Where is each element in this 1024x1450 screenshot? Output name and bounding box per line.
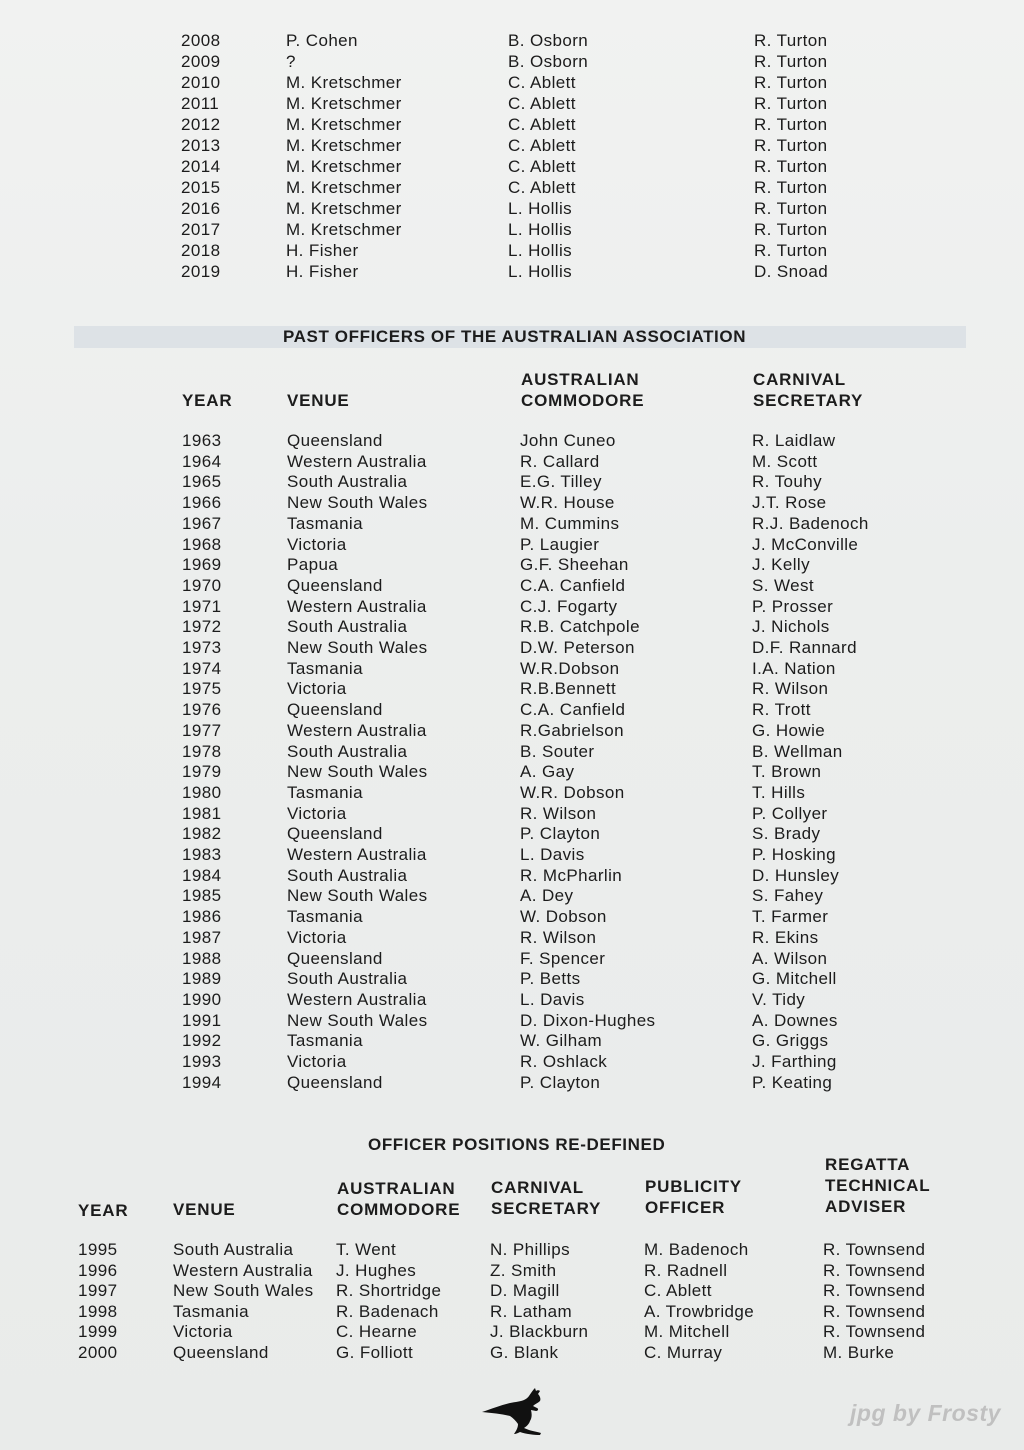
table-cell: L. Hollis [508, 262, 573, 281]
table-cell: 1978 [182, 741, 222, 761]
table-cell: J. Kelly [752, 555, 810, 575]
table-cell: Queensland [173, 1343, 269, 1362]
table-cell: P. Laugier [520, 534, 600, 554]
table-cell: Victoria [287, 803, 347, 823]
table-cell: Z. Smith [490, 1260, 557, 1280]
table-cell: Victoria [287, 927, 347, 947]
table-cell: Queensland [287, 948, 383, 968]
table-cell: South Australia [287, 617, 408, 637]
table-row [0, 493, 1024, 513]
table-row [0, 990, 1024, 1010]
table-row [0, 762, 1024, 782]
table-cell: R. Turton [754, 178, 828, 197]
table-cell: Tasmania [287, 658, 363, 678]
table-cell: L. Hollis [508, 220, 573, 239]
table-cell: P. Collyer [752, 803, 828, 823]
table-row [0, 845, 1024, 865]
table-row [0, 886, 1024, 906]
table-cell: 2010 [181, 73, 221, 92]
table-cell: R. Townsend [823, 1281, 926, 1301]
table-cell: H. Fisher [286, 262, 359, 281]
table-cell: R. Latham [490, 1301, 573, 1321]
table-cell: Western Australia [287, 720, 427, 740]
table-cell: 1997 [78, 1281, 118, 1301]
table-cell: R.B. Catchpole [520, 617, 640, 637]
table-cell: 1995 [78, 1240, 118, 1259]
table-cell: 1973 [182, 638, 222, 657]
table-cell: R. Callard [520, 451, 600, 471]
table-cell: B. Osborn [508, 52, 589, 71]
table-cell: D. Hunsley [752, 865, 840, 885]
table-cell: Queensland [287, 1072, 383, 1092]
table-cell: 2018 [181, 241, 221, 260]
table-cell: 2011 [181, 94, 220, 113]
watermark: jpg by Frosty [850, 1400, 1001, 1426]
table-cell: C. Ablett [508, 115, 576, 134]
table-cell: R. Turton [754, 115, 828, 134]
table-cell: R. McPharlin [520, 865, 623, 885]
table-row [0, 1261, 1024, 1281]
table-row [0, 241, 1024, 261]
table-cell: R.B.Bennett [520, 679, 617, 699]
table-row [0, 638, 1024, 658]
table-row [0, 514, 1024, 534]
table-cell: John Cuneo [520, 431, 616, 450]
table-row [0, 94, 1024, 114]
table-cell: A. Trowbridge [644, 1301, 755, 1321]
table-cell: V. Tidy [752, 989, 806, 1009]
table-cell: W. Dobson [520, 907, 607, 927]
table-row [0, 1281, 1024, 1301]
table-cell: 2008 [181, 31, 221, 50]
table-row [0, 866, 1024, 886]
header-adviser: REGATTA TECHNICAL ADVISER [825, 1155, 931, 1216]
table-cell: A. Gay [520, 762, 575, 782]
table-row [0, 969, 1024, 989]
header-venue: VENUE [287, 391, 350, 410]
header-commodore: AUSTRALIAN COMMODORE [521, 370, 645, 410]
table-cell: 1984 [182, 865, 222, 885]
table-cell: G. Mitchell [752, 969, 837, 989]
table-cell: 2009 [181, 52, 221, 71]
table-cell: Tasmania [287, 907, 363, 927]
table-cell: South Australia [287, 472, 408, 492]
table-cell: Queensland [287, 824, 383, 844]
table-cell: 1972 [182, 617, 222, 637]
table-cell: P. Keating [752, 1072, 833, 1092]
table-cell: G. Folliott [336, 1343, 414, 1362]
table-cell: J. Hughes [336, 1260, 417, 1280]
table-cell: C. Ablett [508, 73, 576, 92]
table-row [0, 115, 1024, 135]
table-cell: J. McConville [752, 534, 859, 554]
table-cell: 2016 [181, 199, 221, 218]
table-cell: New South Wales [287, 762, 428, 782]
table-cell: C. Ablett [508, 94, 576, 113]
table-cell: W.R.Dobson [520, 658, 620, 678]
table-cell: R. Wilson [752, 679, 829, 699]
table-row [0, 52, 1024, 72]
table-cell: C.A. Canfield [520, 700, 626, 720]
table-row [0, 1322, 1024, 1342]
table-cell: 1967 [182, 513, 222, 533]
table-cell: R. Townsend [823, 1260, 926, 1280]
table-row [0, 659, 1024, 679]
table-cell: 1971 [182, 596, 222, 616]
table-cell: M. Burke [823, 1343, 895, 1362]
table-cell: R. Turton [754, 136, 828, 155]
table-cell: 1982 [182, 824, 222, 844]
table-cell: 1994 [182, 1072, 222, 1092]
table-cell: Victoria [287, 679, 347, 699]
table-cell: 2012 [181, 115, 221, 134]
table-cell: P. Clayton [520, 1072, 601, 1092]
table-cell: D. Dixon-Hughes [520, 1010, 656, 1030]
table-cell: F. Spencer [520, 948, 606, 968]
table-cell: P. Clayton [520, 824, 601, 844]
table-cell: 1980 [182, 782, 222, 802]
table-cell: C. Murray [644, 1343, 723, 1362]
kangaroo-icon [480, 1386, 560, 1438]
table-cell: Western Australia [287, 596, 427, 616]
table-cell: S. Brady [752, 824, 821, 844]
table-cell: R. Turton [754, 73, 828, 92]
table-cell: R. Oshlack [520, 1052, 608, 1071]
table-row [0, 31, 1024, 51]
table-cell: M. Kretschmer [286, 73, 402, 92]
table-cell: C. Hearne [336, 1322, 418, 1342]
past-officers-title: PAST OFFICERS OF THE AUSTRALIAN ASSOCIATION [283, 327, 747, 346]
table-cell: T. Hills [752, 782, 806, 802]
table-cell: G. Griggs [752, 1031, 829, 1051]
table-row [0, 452, 1024, 472]
table-cell: 1991 [182, 1010, 222, 1030]
table-row [0, 907, 1024, 927]
table-cell: D.F. Rannard [752, 638, 857, 657]
table-row [0, 535, 1024, 555]
table-cell: M. Mitchell [644, 1322, 730, 1342]
table-cell: Queensland [287, 431, 383, 450]
table-cell: South Australia [287, 969, 408, 989]
table-cell: Victoria [173, 1322, 233, 1342]
table-cell: T. Brown [752, 762, 822, 782]
table-cell: Victoria [287, 534, 347, 554]
table-cell: Victoria [287, 1052, 347, 1071]
table-cell: 2013 [181, 136, 221, 155]
table-cell: G. Howie [752, 720, 826, 740]
table-row [0, 178, 1024, 198]
table-cell: 1989 [182, 969, 222, 989]
table-cell: New South Wales [287, 638, 428, 657]
redefined-title: OFFICER POSITIONS RE-DEFINED [368, 1135, 666, 1154]
table-cell: P. Hosking [752, 845, 837, 864]
table-cell: 1990 [182, 989, 222, 1009]
table-cell: B. Souter [520, 741, 595, 761]
table-cell: W.R. Dobson [520, 782, 625, 802]
table-cell: T. Farmer [752, 907, 829, 927]
table-cell: 1998 [78, 1301, 118, 1321]
table-cell: Western Australia [173, 1260, 313, 1280]
table-cell: R. Turton [754, 31, 828, 50]
table-cell: Western Australia [287, 845, 427, 864]
table-cell: 2014 [181, 157, 221, 176]
table-row [0, 1240, 1024, 1260]
table-row [0, 783, 1024, 803]
table-cell: 1974 [182, 658, 222, 678]
table-cell: 2015 [181, 178, 221, 197]
table-cell: R. Townsend [823, 1301, 926, 1321]
table-cell: New South Wales [287, 886, 428, 906]
table-row [0, 199, 1024, 219]
table-cell: R. Townsend [823, 1322, 926, 1342]
table-cell: W.R. House [520, 493, 615, 513]
table-cell: J. Farthing [752, 1052, 837, 1071]
table-cell: R. Trott [752, 700, 811, 720]
table-cell: G.F. Sheehan [520, 555, 629, 575]
table-cell: M. Kretschmer [286, 94, 402, 113]
table-cell: 1976 [182, 700, 222, 720]
table-cell: 1965 [182, 472, 222, 492]
table-cell: 1993 [182, 1052, 222, 1071]
table-cell: C. Ablett [508, 136, 576, 155]
table-cell: H. Fisher [286, 241, 359, 260]
table-cell: Tasmania [287, 513, 363, 533]
table-cell: 1986 [182, 907, 222, 927]
table-cell: New South Wales [287, 1010, 428, 1030]
table-row [0, 804, 1024, 824]
table-cell: D. Snoad [754, 262, 829, 281]
table-cell: Tasmania [173, 1301, 249, 1321]
table-cell: 1966 [182, 493, 222, 513]
table-cell: R. Turton [754, 52, 828, 71]
table-row [0, 928, 1024, 948]
table-cell: M. Kretschmer [286, 178, 402, 197]
table-cell: ? [286, 52, 296, 71]
table-cell: P. Prosser [752, 596, 834, 616]
table-cell: C. Ablett [644, 1281, 712, 1301]
header-year: YEAR [78, 1201, 129, 1220]
table-cell: R. Turton [754, 157, 828, 176]
table-cell: R.Gabrielson [520, 720, 625, 740]
table-cell: R. Turton [754, 241, 828, 260]
table-row [0, 742, 1024, 762]
table-cell: Tasmania [287, 1031, 363, 1051]
table-cell: E.G. Tilley [520, 472, 602, 492]
table-cell: 1981 [182, 803, 222, 823]
table-cell: L. Davis [520, 845, 585, 864]
table-cell: R. Radnell [644, 1260, 728, 1280]
table-row [0, 1011, 1024, 1031]
table-cell: D.W. Peterson [520, 638, 635, 657]
table-cell: Papua [287, 555, 339, 575]
table-cell: 1975 [182, 679, 222, 699]
table-cell: R. Shortridge [336, 1281, 442, 1301]
table-cell: A. Wilson [752, 948, 828, 968]
table-cell: 2000 [78, 1343, 118, 1362]
table-cell: M. Badenoch [644, 1240, 749, 1259]
table-cell: 1996 [78, 1260, 118, 1280]
table-cell: M. Kretschmer [286, 136, 402, 155]
table-cell: M. Kretschmer [286, 199, 402, 218]
table-cell: 1988 [182, 948, 222, 968]
table-cell: C. Ablett [508, 157, 576, 176]
table-cell: R. Wilson [520, 803, 597, 823]
header-secretary: CARNIVAL SECRETARY [491, 1178, 602, 1218]
table-row [0, 617, 1024, 637]
table-cell: L. Hollis [508, 199, 573, 218]
header-year: YEAR [182, 391, 233, 410]
table-cell: L. Hollis [508, 241, 573, 260]
table-cell: 1968 [182, 534, 222, 554]
table-row [0, 700, 1024, 720]
table-cell: 1985 [182, 886, 222, 906]
table-cell: L. Davis [520, 989, 585, 1009]
table-cell: P. Betts [520, 969, 581, 989]
table-cell: Tasmania [287, 782, 363, 802]
table-cell: R. Townsend [823, 1240, 926, 1259]
table-cell: A. Dey [520, 886, 574, 906]
table-cell: 1983 [182, 845, 222, 864]
table-cell: J. Blackburn [490, 1322, 589, 1342]
table-cell: P. Cohen [286, 31, 358, 50]
table-cell: Western Australia [287, 451, 427, 471]
table-row [0, 1052, 1024, 1072]
table-cell: 1987 [182, 927, 222, 947]
table-cell: R. Badenach [336, 1301, 439, 1321]
table-cell: South Australia [287, 741, 408, 761]
table-row [0, 220, 1024, 240]
header-publicity: PUBLICITY OFFICER [645, 1177, 742, 1217]
table-cell: R.J. Badenoch [752, 513, 869, 533]
table-cell: New South Wales [173, 1281, 314, 1301]
table-row [0, 721, 1024, 741]
table-row [0, 679, 1024, 699]
table-cell: 2019 [181, 262, 221, 281]
table-cell: New South Wales [287, 493, 428, 513]
table-cell: R. Turton [754, 94, 828, 113]
table-cell: 1977 [182, 720, 222, 740]
table-cell: G. Blank [490, 1343, 559, 1362]
header-commodore: AUSTRALIAN COMMODORE [337, 1179, 461, 1219]
table-row [0, 824, 1024, 844]
table-row [0, 1073, 1024, 1093]
table-cell: R. Laidlaw [752, 431, 836, 450]
table-cell: R. Touhy [752, 472, 822, 492]
table-cell: South Australia [173, 1240, 294, 1259]
table-cell: A. Downes [752, 1010, 838, 1030]
table-cell: C. Ablett [508, 178, 576, 197]
table-cell: B. Wellman [752, 741, 843, 761]
table-row [0, 157, 1024, 177]
table-cell: South Australia [287, 865, 408, 885]
table-cell: C.A. Canfield [520, 575, 626, 595]
table-cell: M. Cummins [520, 513, 620, 533]
table-cell: 1992 [182, 1031, 222, 1051]
table-cell: C.J. Fogarty [520, 596, 618, 616]
table-cell: R. Ekins [752, 927, 819, 947]
table-cell: 1979 [182, 762, 222, 782]
table-row [0, 555, 1024, 575]
table-row [0, 262, 1024, 282]
header-secretary: CARNIVAL SECRETARY [753, 370, 864, 410]
table-cell: N. Phillips [490, 1240, 570, 1259]
table-cell: Queensland [287, 700, 383, 720]
table-row [0, 576, 1024, 596]
table-cell: Queensland [287, 575, 383, 595]
table-cell: M. Kretschmer [286, 115, 402, 134]
table-cell: 1970 [182, 575, 222, 595]
table-cell: D. Magill [490, 1281, 560, 1301]
table-row [0, 597, 1024, 617]
table-cell: T. Went [336, 1240, 397, 1259]
table-cell: 2017 [181, 220, 221, 239]
table-cell: W. Gilham [520, 1031, 603, 1051]
table-cell: B. Osborn [508, 31, 589, 50]
table-cell: M. Scott [752, 451, 818, 471]
table-cell: 1969 [182, 555, 222, 575]
table-cell: J. Nichols [752, 617, 830, 637]
table-cell: M. Kretschmer [286, 157, 402, 176]
table-cell: J.T. Rose [752, 493, 827, 513]
table-cell: R. Wilson [520, 927, 597, 947]
header-venue: VENUE [173, 1200, 236, 1219]
table-row [0, 949, 1024, 969]
table-cell: S. Fahey [752, 886, 824, 906]
table-cell: R. Turton [754, 199, 828, 218]
table-cell: R. Turton [754, 220, 828, 239]
table-row [0, 1031, 1024, 1051]
table-row [0, 1302, 1024, 1322]
table-cell: Western Australia [287, 989, 427, 1009]
table-cell: S. West [752, 575, 815, 595]
table-row [0, 431, 1024, 451]
table-row [0, 1343, 1024, 1363]
table-row [0, 136, 1024, 156]
table-cell: 1963 [182, 431, 222, 450]
table-cell: M. Kretschmer [286, 220, 402, 239]
table-cell: I.A. Nation [752, 658, 836, 678]
table-cell: 1964 [182, 451, 222, 471]
table-row [0, 73, 1024, 93]
table-cell: 1999 [78, 1322, 118, 1342]
table-row [0, 472, 1024, 492]
